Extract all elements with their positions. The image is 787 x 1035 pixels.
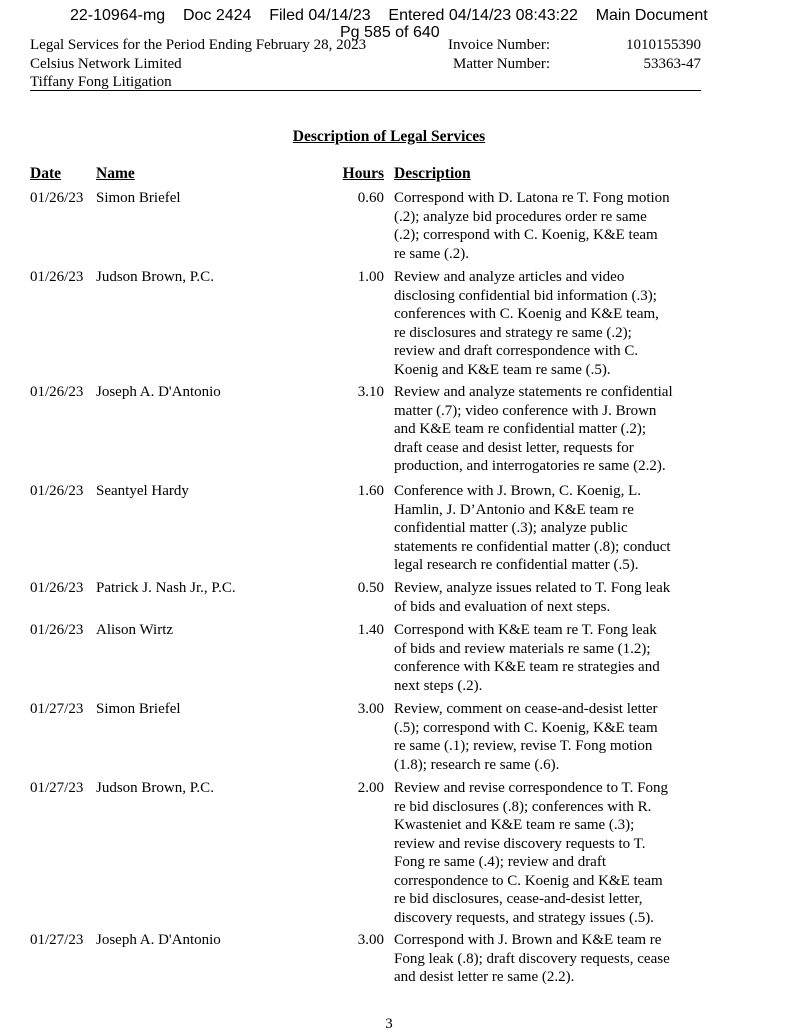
matter-number: 53363-47 [643,55,701,72]
entry-hours: 3.00 [357,932,384,948]
invoice-number-label: Invoice Number: [448,37,551,53]
entry-description-line: (1.8); research re same (.6). [394,756,560,773]
entry-description-line: Fong re same (.4); review and draft [394,854,607,870]
entry-hours: 1.60 [357,483,384,499]
court-filing-stamp [70,6,730,41]
entry-description-line: re same (.2). [394,245,469,262]
column-header-hours: Hours [342,165,384,182]
filing-page-count: Pg 585 of 640 [340,24,440,41]
entry-date: 01/27/23 [30,932,84,948]
entry-description-line: next steps (.2). [394,677,483,694]
entry-description-line: draft cease and desist letter, requests for [394,439,634,456]
entry-description-line: review and draft correspondence with C. [394,343,639,359]
entry-description [394,482,704,575]
entry-description-line: matter (.7); video conference with J. Brown [394,402,657,419]
entry-description-line: Hamlin, J. D’Antonio and K&E team re [394,501,634,518]
entry-description-line: re disclosures and strategy re same (.2); [394,324,632,341]
entry-description-line: Review and analyze statements re confidential [394,384,673,400]
entry-description [394,579,704,616]
entry-description-line: and desist letter re same (2.2). [394,969,575,985]
entry-description-line: re same (.1); review, revise T. Fong motion [394,738,653,754]
entry-description [394,779,704,927]
entry-description [394,189,704,263]
entry-description-line: production, and interrogatories re same (2.2). [394,458,666,474]
entry-hours: 3.00 [357,701,384,717]
entry-description-line: disclosing confidential bid information (.3); [394,287,657,304]
entry-description-line: re bid disclosures, cease-and-desist letter, [394,891,643,907]
billing-period: Legal Services for the Period Ending February 28, 2023 [30,37,367,53]
matter-name: Tiffany Fong Litigation [30,74,172,90]
entry-description-line: Correspond with J. Brown and K&E team re [394,932,662,948]
entry-description-line: conferences with C. Koenig and K&E team, [394,306,659,322]
entry-description-line: legal research re confidential matter (.5). [394,557,639,573]
entry-hours: 1.00 [357,269,384,285]
client-name: Celsius Network Limited [30,55,182,72]
entry-hours: 2.00 [357,780,384,796]
entry-description [394,700,704,774]
entry-timekeeper: Patrick J. Nash Jr., P.C. [96,580,236,596]
entry-date: 01/26/23 [30,483,84,499]
entry-description-line: confidential matter (.3); analyze public [394,520,628,536]
entry-description-line: Review and revise correspondence to T. Fong [394,780,668,796]
entry-description-line: review and revise discovery requests to T. [394,835,646,852]
entry-hours: 1.40 [357,622,384,638]
entry-description-line: Correspond with D. Latona re T. Fong motion [394,190,670,206]
header-divider [30,90,701,91]
entry-description [394,383,704,476]
column-header-date: Date [30,165,61,182]
entry-hours: 3.10 [357,384,384,400]
entry-timekeeper: Joseph A. D'Antonio [96,932,221,948]
matter-number-label: Matter Number: [453,55,551,72]
entry-date: 01/27/23 [30,701,84,717]
entry-description [394,268,704,379]
entry-description-line: correspondence to C. Koenig and K&E team [394,872,663,889]
entry-description [394,931,704,987]
entry-description-line: re bid disclosures (.8); conferences with R. [394,798,652,815]
entry-description-line: discovery requests, and strategy issues (.5). [394,909,654,926]
entry-hours: 0.60 [357,190,384,206]
entry-description-line: Review, comment on cease-and-desist letter [394,701,658,717]
entry-description-line: Review, analyze issues related to T. Fong leak [394,580,671,596]
entry-description-line: (.5); correspond with C. Koenig, K&E team [394,719,658,736]
entry-date: 01/26/23 [30,269,84,285]
header-left-block [30,36,366,92]
entry-description [394,621,704,695]
entry-timekeeper: Simon Briefel [96,190,181,206]
entry-description-line: Review and analyze articles and video [394,269,625,285]
column-header-description: Description [394,165,471,182]
entry-date: 01/26/23 [30,622,84,638]
entry-description-line: statements re confidential matter (.8); conduct [394,538,671,555]
header-labels [448,36,550,73]
entry-description-line: conference with K&E team re strategies and [394,659,660,675]
entry-timekeeper: Judson Brown, P.C. [96,269,214,285]
entry-description-line: (.2); analyze bid procedures order re same [394,208,647,225]
entry-description-line: and K&E team re confidential matter (.2); [394,421,646,437]
entry-date: 01/27/23 [30,780,84,796]
page-number: 3 [385,1016,393,1032]
entry-timekeeper: Alison Wirtz [96,622,174,638]
entry-date: 01/26/23 [30,190,84,206]
entry-date: 01/26/23 [30,384,84,400]
entry-timekeeper: Judson Brown, P.C. [96,780,214,796]
entry-description-line: Conference with J. Brown, C. Koenig, L. [394,483,642,499]
header-values [590,36,701,73]
entry-description-line: of bids and evaluation of next steps. [394,598,611,615]
entry-timekeeper: Simon Briefel [96,701,181,717]
entry-date: 01/26/23 [30,580,84,596]
entry-timekeeper: Joseph A. D'Antonio [96,384,221,400]
entry-description-line: (.2); correspond with C. Koenig, K&E team [394,227,658,243]
entry-description-line: Fong leak (.8); draft discovery requests, cease [394,950,670,967]
entry-description-line: Kwasteniet and K&E team re same (.3); [394,817,635,833]
filing-stamp-line: 22-10964-mg Doc 2424 Filed 04/14/23 Entered 04/14/23 08:43:22 Main Document [70,7,708,24]
entry-timekeeper: Seantyel Hardy [96,483,189,499]
entry-description-line: of bids and review materials re same (1.2); [394,640,651,657]
section-title: Description of Legal Services [292,128,486,145]
entry-description-line: Correspond with K&E team re T. Fong leak [394,622,657,638]
entry-description-line: Koenig and K&E team re same (.5). [394,361,611,378]
column-header-name: Name [96,165,135,182]
entry-hours: 0.50 [357,580,384,596]
invoice-number: 1010155390 [626,37,701,53]
